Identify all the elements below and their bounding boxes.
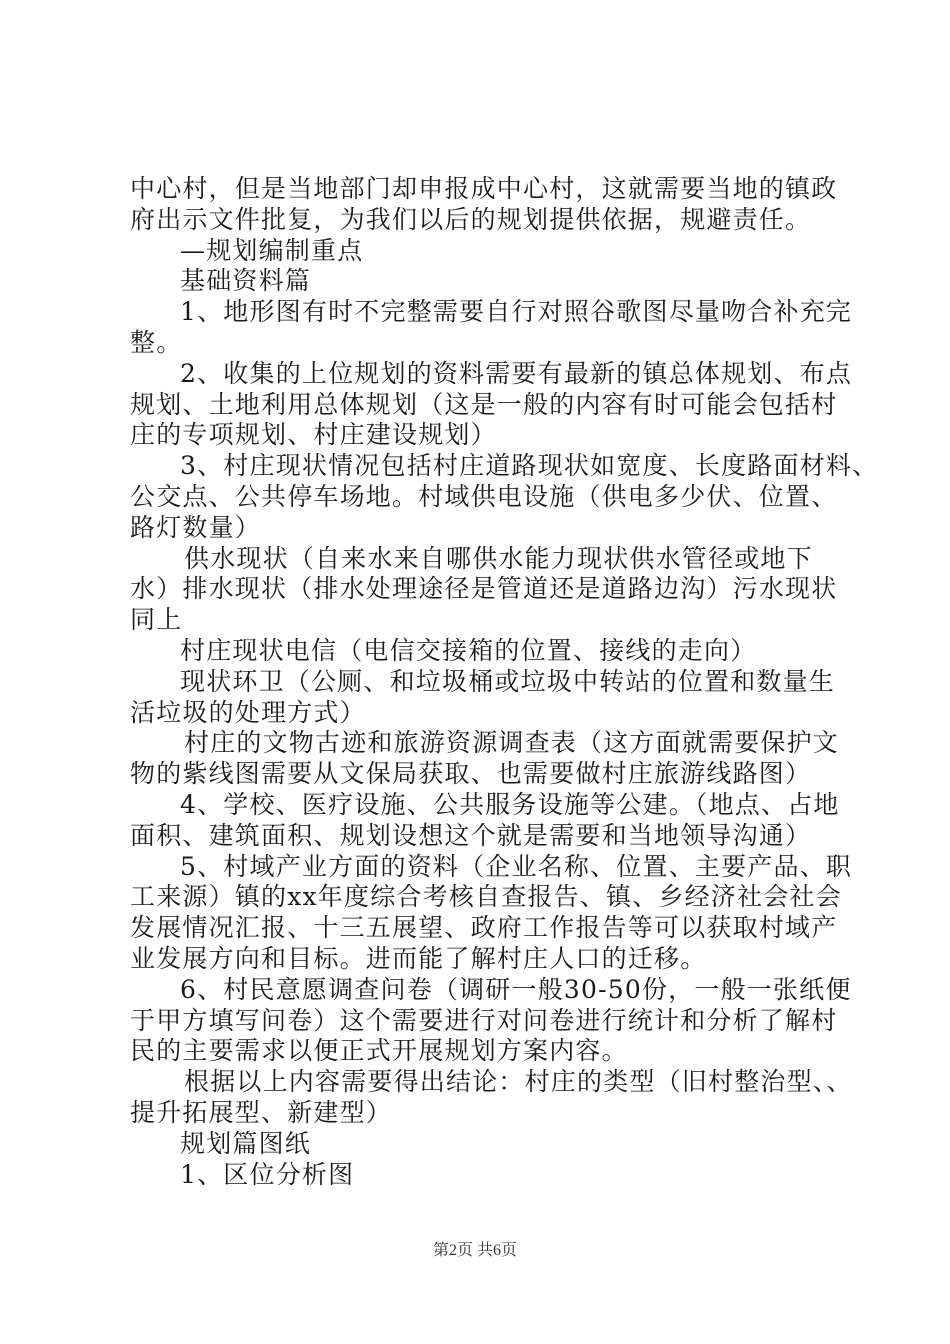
text-line: 公交点、公共停车场地。村域供电设施（供电多少伏、位置、 [130, 481, 838, 511]
text-line: 发展情况汇报、十三五展望、政府工作报告等可以获取村域产 [130, 913, 838, 943]
text-line: 基础资料篇 [180, 266, 312, 296]
text-line: 6、村民意愿调查问卷（调研一般30-50份，一般一张纸便 [180, 974, 852, 1004]
text-line: 面积、建筑面积、规划设想这个就是需要和当地领导沟通） [130, 820, 812, 850]
text-line: 5、村域产业方面的资料（企业名称、位置、主要产品、职 [180, 851, 853, 881]
text-line: 村庄现状电信（电信交接箱的位置、接线的走向） [180, 635, 757, 665]
text-line: 工来源）镇的xx年度综合考核自查报告、镇、乡经济社会社会 [130, 882, 842, 912]
text-line: 活垃圾的处理方式） [130, 697, 366, 727]
text-line: 府出示文件批复，为我们以后的规划提供依据，规避责任。 [130, 204, 812, 234]
text-line: 根据以上内容需要得出结论：村庄的类型（旧村整治型、、 [184, 1067, 853, 1097]
text-line: 规划、土地利用总体规划（这是一般的内容有时可能会包括村 [130, 389, 838, 419]
text-line: 供水现状（自来水来自哪供水能力现状供水管径或地下 [184, 543, 813, 573]
text-line: 路灯数量） [130, 512, 262, 542]
text-line: 4、学校、医疗设施、公共服务设施等公建。（地点、占地 [180, 789, 840, 819]
text-line: 1、区位分析图 [180, 1159, 355, 1189]
text-line: 民的主要需求以便正式开展规划方案内容。 [130, 1036, 628, 1066]
text-line: 整。 [130, 327, 183, 357]
text-line: 庄的专项规划、村庄建设规划） [130, 420, 497, 450]
page-footer: 第2页 共6页 [432, 1242, 517, 1259]
body-text [130, 174, 879, 1190]
text-line: 3、村庄现状情况包括村庄道路现状如宽度、长度路面材料、 [180, 451, 879, 481]
text-line: 规划篇图纸 [180, 1128, 312, 1158]
text-line: 提升拓展型、新建型） [130, 1097, 393, 1127]
text-line: 中心村，但是当地部门却申报成中心村，这就需要当地的镇政 [130, 174, 838, 203]
text-line: 村庄的文物古迹和旅游资源调查表（这方面就需要保护文 [184, 728, 840, 758]
text-line: —规划编制重点 [180, 235, 364, 265]
text-line: 同上 [130, 605, 183, 635]
text-line: 业发展方向和目标。进而能了解村庄人口的迁移。 [130, 943, 707, 973]
text-line: 1、地形图有时不完整需要自行对照谷歌图尽量吻合补充完 [180, 297, 853, 327]
text-line: 于甲方填写问卷）这个需要进行对问卷进行统计和分析了解村 [130, 1005, 838, 1035]
text-line: 水）排水现状（排水处理途径是管道还是道路边沟）污水现状 [130, 574, 838, 604]
text-line: 2、收集的上位规划的资料需要有最新的镇总体规划、布点 [180, 358, 853, 388]
text-line: 物的紫线图需要从文保局获取、也需要做村庄旅游线路图） [130, 759, 812, 789]
text-line: 现状环卫（公厕、和垃圾桶或垃圾中转站的位置和数量生 [180, 666, 836, 696]
